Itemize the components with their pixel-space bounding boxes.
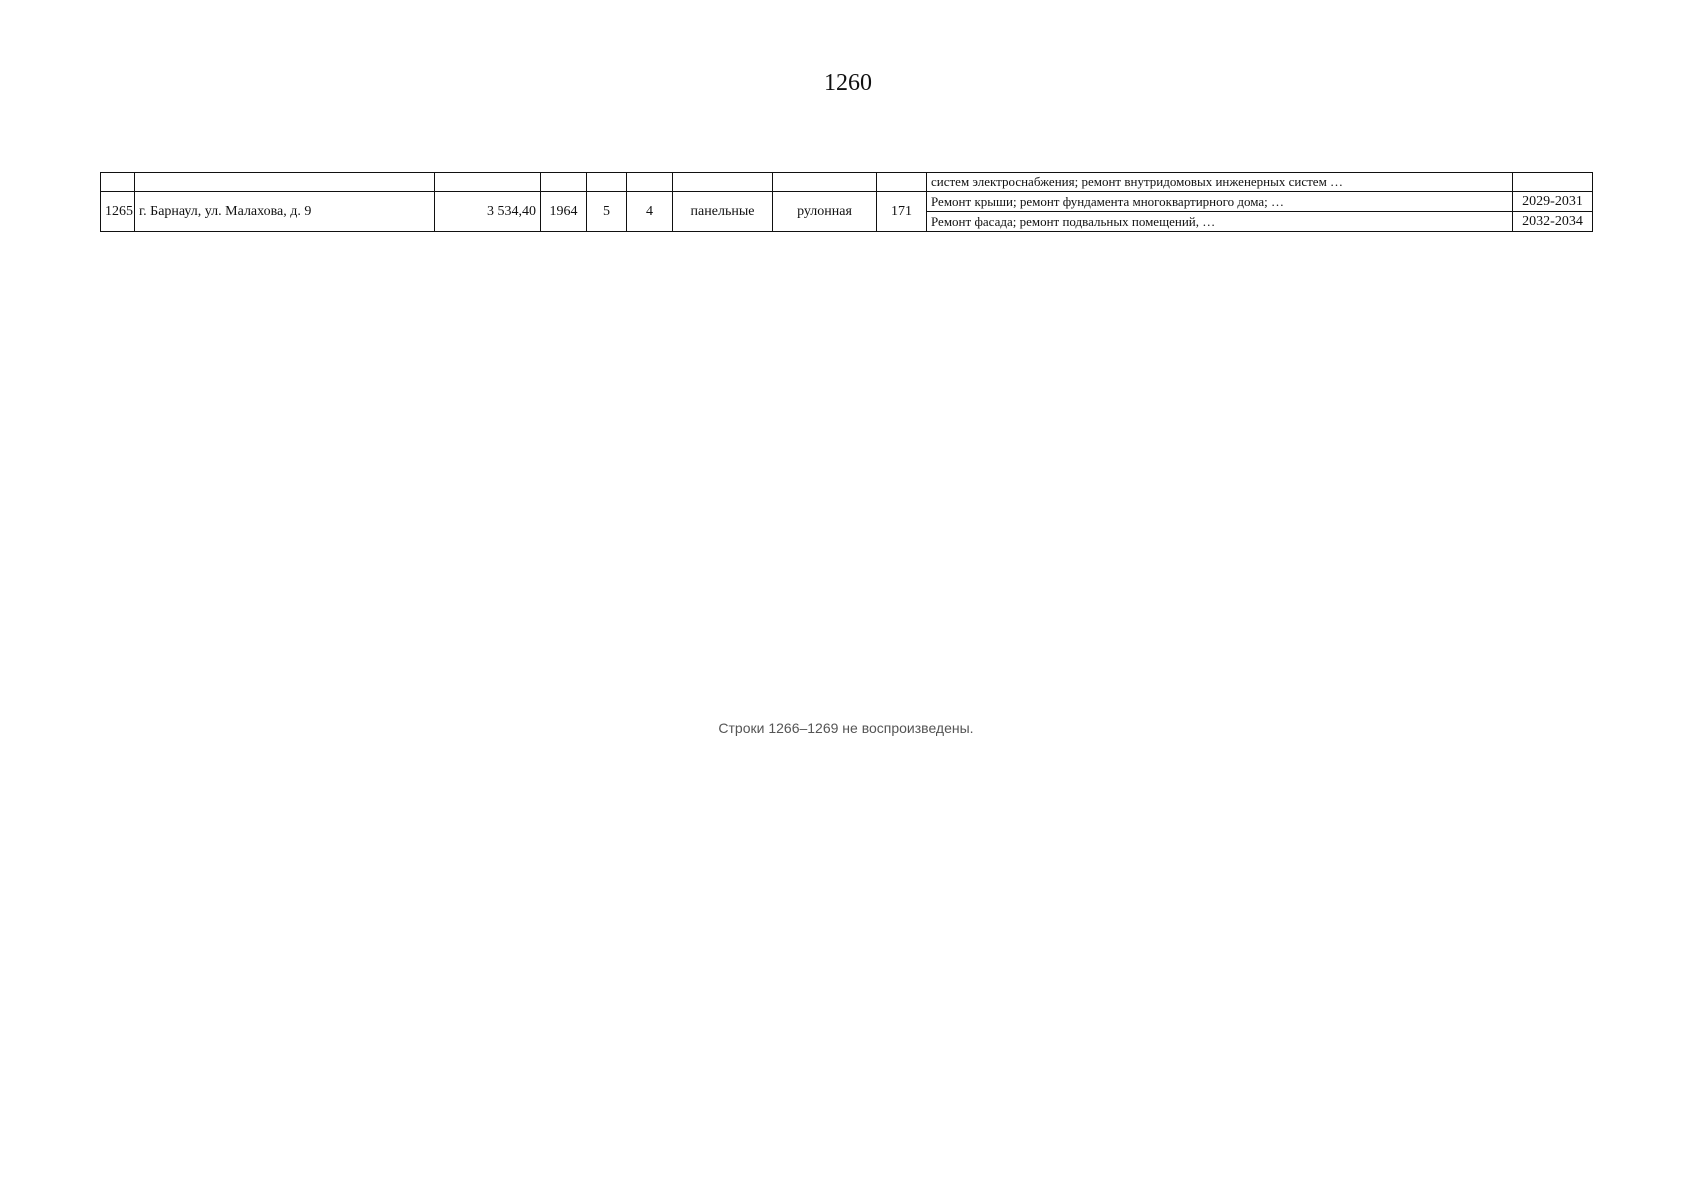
table-row-continued [101, 173, 1593, 192]
address: г. Барнаул, ул. Малахова, д. 9 [135, 192, 435, 232]
omitted-rows-note: Строки 1266–1269 не воспроизведены. [718, 720, 974, 736]
build-year: 1964 [541, 192, 587, 232]
wall-material: панельные [673, 192, 773, 232]
housing-register-table [100, 172, 1593, 232]
work-period: 2029-2031 [1513, 192, 1593, 212]
roof-type: рулонная [773, 192, 877, 232]
floors: 5 [587, 192, 627, 232]
table-row [101, 192, 1593, 212]
row-number: 1265 [101, 192, 135, 232]
residents: 171 [877, 192, 927, 232]
work-description: систем электроснабжения; ремонт внутридомовых инженерных систем … [927, 173, 1513, 192]
work-description: Ремонт фасада; ремонт подвальных помещений, … [927, 212, 1513, 232]
total-area: 3 534,40 [435, 192, 541, 232]
work-description: Ремонт крыши; ремонт фундамента многоквартирного дома; … [927, 192, 1513, 212]
entrances: 4 [627, 192, 673, 232]
work-period: 2032-2034 [1513, 212, 1593, 232]
page-number: 1260 [824, 70, 872, 96]
